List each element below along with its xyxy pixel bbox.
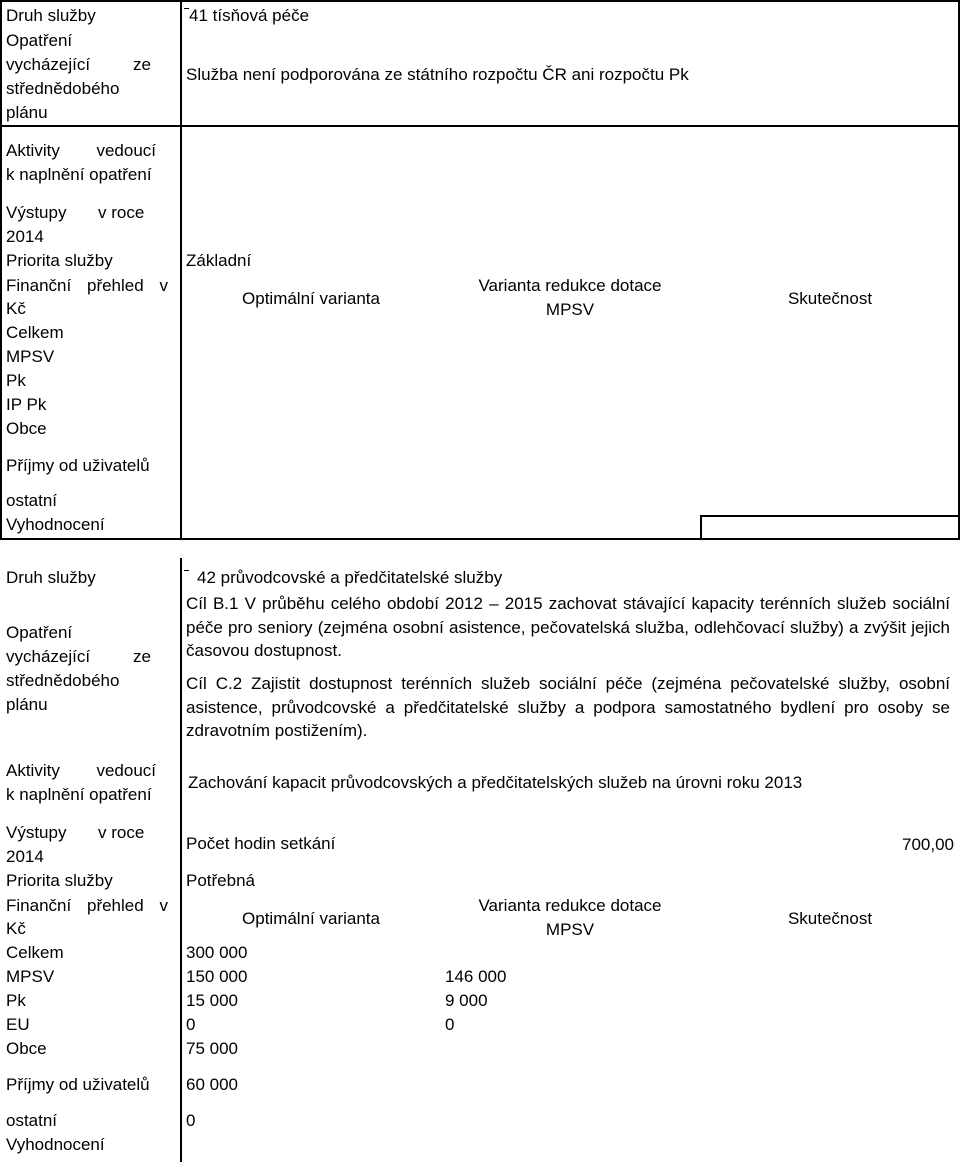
mpsv-optimalni: 150 000	[186, 967, 248, 986]
label-text: přehled	[86, 276, 144, 295]
label-financni	[6, 275, 168, 297]
label-text: vedoucí	[96, 141, 156, 160]
label-text: v	[159, 896, 168, 915]
label-aktivity	[6, 760, 156, 782]
druh-value: 42 průvodcovské a předčitatelské služby	[184, 567, 502, 589]
label-celkem: Celkem	[6, 943, 64, 962]
label-pk: Pk	[6, 371, 26, 390]
ostatni-optimalni: 0	[186, 1111, 196, 1130]
label-druh-sluzby: Druh služby	[6, 568, 96, 587]
label-text: Aktivity	[6, 761, 60, 780]
label-prijmy: Příjmy od uživatelů	[6, 456, 150, 475]
label-text: vycházející	[6, 647, 91, 666]
border	[180, 0, 182, 540]
header-skutecnost: Skutečnost	[787, 909, 873, 928]
pk-redukce: 9 000	[445, 991, 488, 1010]
eu-redukce: 0	[445, 1015, 455, 1034]
label-opatreni-line2	[6, 646, 151, 668]
label-kc: Kč	[6, 299, 26, 318]
label-priorita: Priorita služby	[6, 251, 113, 270]
druh-value: 41 tísňová péče	[184, 5, 309, 27]
label-opatreni-line4: plánu	[6, 103, 48, 122]
header-skutecnost: Skutečnost	[787, 289, 873, 308]
label-ip-pk: IP Pk	[6, 395, 47, 414]
border	[0, 0, 2, 540]
label-ostatni: ostatní	[6, 1111, 58, 1130]
label-text: ze	[133, 647, 151, 666]
label-eu: EU	[6, 1015, 30, 1034]
label-obce: Obce	[6, 1039, 47, 1058]
label-text: Výstupy	[6, 203, 67, 222]
label-obce: Obce	[6, 419, 47, 438]
prijmy-optimalni: 60 000	[186, 1075, 238, 1094]
label-ostatni: ostatní	[6, 491, 58, 510]
priorita-value: Potřebná	[186, 871, 255, 890]
label-text: v	[159, 276, 168, 295]
pk-optimalni: 15 000	[186, 991, 238, 1010]
label-mpsv: MPSV	[6, 967, 55, 986]
header-optimalni: Optimální varianta	[242, 289, 380, 308]
label-text: Výstupy	[6, 823, 67, 842]
label-vystupy	[6, 202, 153, 224]
priorita-value: Základní	[186, 251, 252, 270]
label-financni	[6, 895, 168, 917]
label-text: vedoucí	[96, 761, 156, 780]
label-vystupy-year: 2014	[6, 227, 44, 246]
opatreni-goal-c2: Cíl C.2 Zajistit dostupnost terénních služeb sociální péče (zejména pečovatelské služby, osobní asistence, průvodcovské a předčitatelské služby a podpora samostatného bydlení pro osoby se zdravotním postižením).	[186, 674, 950, 740]
label-vystupy-year: 2014	[6, 847, 44, 866]
border	[0, 538, 960, 540]
label-aktivity-line2: k naplnění opatření	[6, 785, 152, 804]
celkem-optimalni: 300 000	[186, 943, 248, 962]
header-varianta-mpsv: MPSV	[545, 920, 595, 939]
label-kc: Kč	[6, 919, 26, 938]
label-opatreni-line2	[6, 54, 151, 76]
label-priorita: Priorita služby	[6, 871, 113, 890]
label-celkem: Celkem	[6, 323, 64, 342]
label-opatreni: Opatření	[6, 623, 73, 642]
label-vystupy	[6, 822, 153, 844]
border	[700, 515, 960, 517]
label-text: ze	[133, 55, 151, 74]
obce-optimalni: 75 000	[186, 1039, 238, 1058]
opatreni-goal-b1: Cíl B.1 V průběhu celého období 2012 – 2015 zachovat stávající kapacity terénních služeb sociální péče pro seniory (zejména osobní asistence, pečovatelská služba, odlehčovací služby) a zvýšit jejich časovou dostupnost.	[186, 594, 950, 660]
quote-glyph	[184, 570, 189, 571]
label-text: Aktivity	[6, 141, 60, 160]
label-vyhodnoceni: Vyhodnocení	[6, 515, 105, 534]
header-varianta: Varianta redukce dotace	[478, 896, 662, 915]
label-vyhodnoceni: Vyhodnocení	[6, 1135, 105, 1154]
label-text: Finanční	[6, 276, 72, 295]
label-text: Finanční	[6, 896, 72, 915]
label-text: v roce	[98, 203, 145, 222]
label-text: v roce	[98, 823, 145, 842]
mpsv-redukce: 146 000	[445, 967, 507, 986]
header-varianta: Varianta redukce dotace	[478, 276, 662, 295]
border	[180, 558, 182, 1162]
aktivity-value: Zachování kapacit průvodcovských a předčitatelských služeb na úrovni roku 2013	[188, 773, 803, 792]
label-text: přehled	[86, 896, 144, 915]
vystupy-label: Počet hodin setkání	[186, 834, 336, 853]
label-aktivity-line2: k naplnění opatření	[6, 165, 152, 184]
label-druh-sluzby: Druh služby	[6, 6, 96, 25]
label-mpsv: MPSV	[6, 347, 55, 366]
opatreni-value: Služba není podporována ze státního rozpočtu ČR ani rozpočtu Pk	[186, 65, 689, 84]
header-varianta-mpsv: MPSV	[545, 300, 595, 319]
eu-optimalni: 0	[186, 1015, 196, 1034]
label-aktivity	[6, 140, 156, 162]
border	[0, 125, 960, 127]
label-opatreni-line3: střednědobého	[6, 79, 120, 98]
label-text: vycházející	[6, 55, 91, 74]
label-pk: Pk	[6, 991, 26, 1010]
vystupy-value: 700,00	[902, 835, 954, 854]
header-optimalni: Optimální varianta	[242, 909, 380, 928]
label-opatreni-line3: střednědobého	[6, 671, 120, 690]
label-opatreni: Opatření	[6, 31, 73, 50]
border	[700, 515, 702, 540]
border	[0, 0, 960, 2]
label-prijmy: Příjmy od uživatelů	[6, 1075, 150, 1094]
label-opatreni-line4: plánu	[6, 695, 48, 714]
